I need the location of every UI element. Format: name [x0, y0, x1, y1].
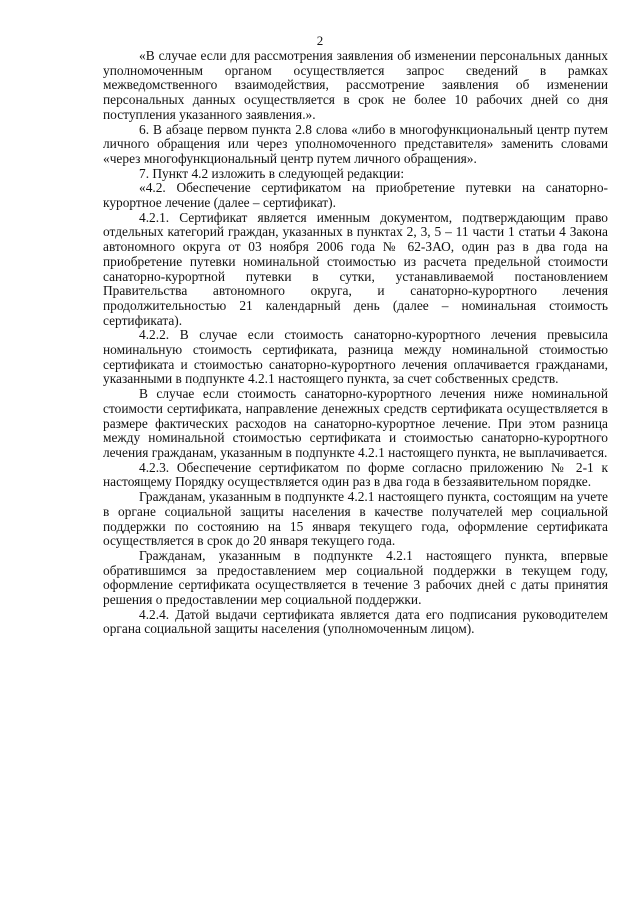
- paragraph-4-2-3-third: Гражданам, указанным в подпункте 4.2.1 настоящего пункта, впервые обратившимся за предоставлением мер социальной поддержки в текущем году, оформление сертификата осуществляется в течение 3 рабочих дней с даты принятия решения о предоставлении мер социальной поддержки.: [103, 547, 608, 608]
- paragraph-item-6: 6. В абзаце первом пункта 2.8 слова «либо в многофункциональный центр путем личного обращения или через уполномоченного представителя» заменить словами «через многофункциональный центр путем личного обращения».: [103, 121, 608, 166]
- paragraph-4-2-3: 4.2.3. Обеспечение сертификатом по форме согласно приложению № 2-1 к настоящему Порядку осуществляется один раз в два года в беззаявительном порядке.: [103, 459, 608, 490]
- paragraph-quote-personal-data: «В случае если для рассмотрения заявления об изменении персональных данных уполномоченным органом осуществляется запрос сведений в рамках межведомственного взаимодействия, рассмотрение заявления об изменении персональных данных осуществляется в срок не более 10 рабочих дней со дня поступления указанного заявления.».: [103, 48, 608, 122]
- paragraph-4-2-2-second: В случае если стоимость санаторно-курортного лечения ниже номинальной стоимости сертификата, направление денежных средств сертификата осуществляется в размере фактических расходов на санаторно-курортное лечение. При этом разница между номинальной стоимостью сертификата и стоимостью санаторно-курортного лечения гражданам, указанным в подпункте 4.2.1 настоящего пункта, не выплачивается.: [103, 386, 608, 460]
- paragraph-item-7: 7. Пункт 4.2 изложить в следующей редакции:: [139, 165, 405, 181]
- paragraph-4-2: «4.2. Обеспечение сертификатом на приобретение путевки на санаторно-курортное лечение (далее – сертификат).: [103, 180, 608, 211]
- paragraph-4-2-1: 4.2.1. Сертификат является именным документом, подтверждающим право отдельных категорий граждан, указанных в пунктах 2, 3, 5 – 11 части 1 статьи 4 Закона автономного округа от 03 ноября 2006 года № 62-ЗАО, один раз в два года на приобретение путевки номинальной стоимостью из расчета предельной стоимости санаторно-курортной путевки в сутки, устанавливаемой постановлением Правительства автономного округа, и санаторно-курортного лечения продолжительностью 21 календарный день (далее – номинальная стоимость сертификата).: [103, 209, 608, 328]
- paragraph-4-2-3-second: Гражданам, указанным в подпункте 4.2.1 настоящего пункта, состоящим на учете в органе социальной защиты населения в качестве получателей мер социальной поддержки по состоянию на 15 января текущего года, оформление сертификата осуществляется в срок до 20 января текущего года.: [103, 489, 608, 549]
- document-body: [103, 49, 608, 637]
- paragraph-4-2-4: 4.2.4. Датой выдачи сертификата является дата его подписания руководителем органа социальной защиты населения (уполномоченным лицом).: [103, 606, 608, 637]
- page-number: 2: [316, 33, 324, 48]
- paragraph-4-2-2: 4.2.2. В случае если стоимость санаторно-курортного лечения превысила номинальную стоимость сертификата, разница между номинальной стоимостью сертификата и стоимостью санаторно-курортного лечения оплачивается гражданами, указанными в подпункте 4.2.1 настоящего пункта, за счет собственных средств.: [103, 327, 608, 387]
